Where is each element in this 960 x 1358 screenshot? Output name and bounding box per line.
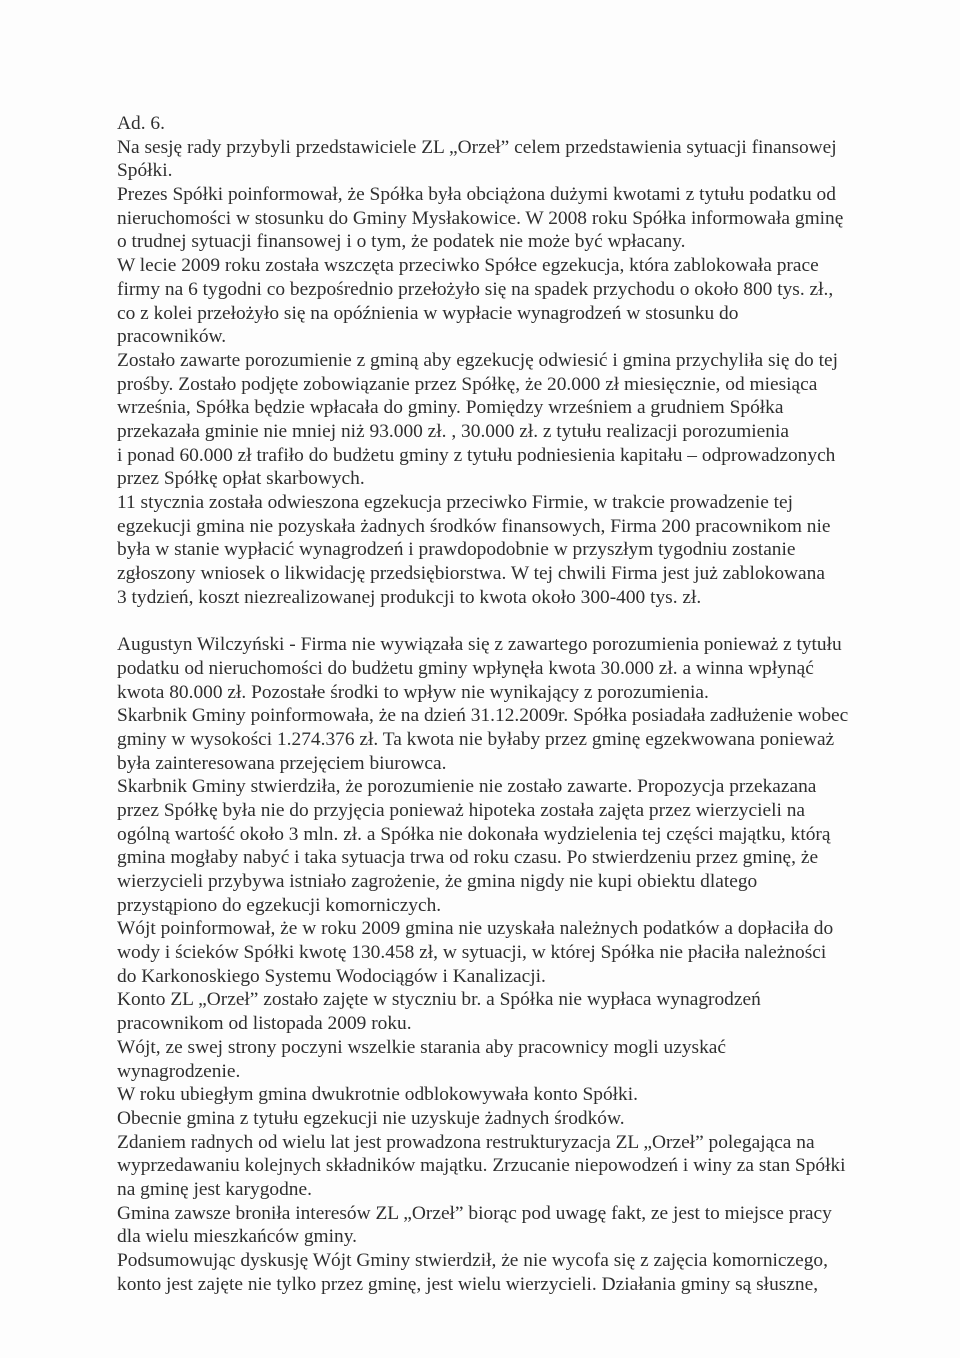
- paragraph-block-2: [117, 633, 857, 1296]
- text-line: nieruchomości w stosunku do Gminy Mysłakowice. W 2008 roku Spółka informowała gminę: [117, 207, 844, 229]
- text-line: wierzycieli przybywa istniało zagrożenie, że gmina nigdy nie kupi obiektu dlatego: [117, 871, 758, 892]
- text-line: Wójt, ze swej strony poczyni wszelkie starania aby pracownicy mogli uzyskać: [117, 1036, 726, 1058]
- text-line: przez Spółkę była nie do przyjęcia ponieważ hipoteka została zajęta przez wierzycieli na: [117, 799, 806, 821]
- text-line: co z kolei przełożyło się na opóźnienia w wypłacie wynagrodzeń w stosunku do: [117, 302, 739, 324]
- text-line: wyprzedawaniu kolejnych składników majątku. Zrzucanie niepowodzeń i winy za stan Spółki: [117, 1155, 846, 1177]
- text-line: Ad. 6.: [117, 113, 165, 134]
- text-line: ogólną wartość około 3 mln. zł. a Spółka nie dokonała wydzielenia tej części majątku, którą: [117, 823, 831, 845]
- text-line: podatku od nieruchomości do budżetu gminy wpłynęła kwota 30.000 zł. a winna wpłynąć: [117, 657, 814, 679]
- paragraph-gap: [117, 609, 857, 633]
- text-line: firmy na 6 tygodni co bezpośrednio przełożyło się na spadek przychodu o około 800 tys. zł.,: [117, 278, 834, 300]
- paragraph-block-1: [117, 112, 857, 609]
- text-line: Wójt poinformował, że w roku 2009 gmina nie uzyskała należnych podatków a dopłaciła do: [117, 918, 834, 940]
- text-line: prośby. Zostało podjęte zobowiązanie przez Spółkę, że 20.000 zł miesięcznie, od miesiąca: [117, 373, 818, 395]
- text-line: zgłoszony wniosek o likwidację przedsiębiorstwa. W tej chwili Firma jest już zablokowana: [117, 563, 825, 585]
- document-text: [117, 112, 857, 1296]
- text-line: i ponad 60.000 zł trafiło do budżetu gminy z tytułu podniesienia kapitału – odprowadzonych: [117, 444, 836, 466]
- text-line: Obecnie gmina z tytułu egzekucji nie uzyskuje żadnych środków.: [117, 1107, 625, 1129]
- text-line: Prezes Spółki poinformował, że Spółka była obciążona dużymi kwotami z tytułu podatku od: [117, 184, 836, 206]
- text-line: egzekucji gmina nie pozyskała żadnych środków finansowych, Firma 200 pracownikom nie: [117, 515, 831, 537]
- text-line: W lecie 2009 roku została wszczęta przeciwko Spółce egzekucja, która zablokowała prace: [117, 255, 819, 277]
- text-line: Zostało zawarte porozumienie z gminą aby egzekucję odwiesić i gmina przychyliła się do tej: [117, 349, 838, 371]
- text-line: Skarbnik Gminy poinformowała, że na dzień 31.12.2009r. Spółka posiadała zadłużenie wobec: [117, 705, 849, 727]
- text-line: gmina mogłaby nabyć i taka sytuacja trwa od roku czasu. Po stwierdzeniu przez gminę, że: [117, 847, 819, 869]
- text-line: września, Spółka będzie wpłacała do gminy. Pomiędzy wrześniem a grudniem Spółka: [117, 397, 784, 419]
- text-line: 3 tydzień, koszt niezrealizowanej produkcji to kwota około 300-400 tys. zł.: [117, 586, 702, 608]
- text-line: Augustyn Wilczyński - Firma nie wywiązała się z zawartego porozumienia ponieważ z tytułu: [117, 634, 842, 656]
- text-line: W roku ubiegłym gmina dwukrotnie odblokowywała konto Spółki.: [117, 1084, 638, 1106]
- text-line: pracowników.: [117, 326, 227, 348]
- text-line: konto jest zajęte nie tylko przez gminę, jest wielu wierzycieli. Działania gminy są słuszne,: [117, 1273, 819, 1295]
- text-line: pracownikom od listopada 2009 roku.: [117, 1013, 412, 1035]
- text-line: Skarbnik Gminy stwierdziła, że porozumienie nie zostało zawarte. Propozycja przekazana: [117, 776, 817, 798]
- text-line: przekazała gminie nie mniej niż 93.000 zł. , 30.000 zł. z tytułu realizacji porozumienia: [117, 420, 789, 442]
- text-line: przystąpiono do egzekucji komorniczych.: [117, 894, 442, 916]
- text-line: do Karkonoskiego Systemu Wodociągów i Kanalizacji.: [117, 965, 546, 987]
- text-line: Konto ZL „Orzeł” zostało zajęte w styczniu br. a Spółka nie wypłaca wynagrodzeń: [117, 989, 761, 1011]
- text-line: dla wielu mieszkańców gminy.: [117, 1226, 357, 1248]
- text-line: Podsumowując dyskusję Wójt Gminy stwierdził, że nie wycofa się z zajęcia komorniczego,: [117, 1250, 828, 1271]
- text-line: była w stanie wypłacić wynagrodzeń i prawdopodobnie w przyszłym tygodniu zostanie: [117, 539, 796, 561]
- text-line: na gminę jest karygodne.: [117, 1178, 312, 1200]
- text-line: Gmina zawsze broniła interesów ZL „Orzeł” biorąc pod uwagę fakt, ze jest to miejsce pracy: [117, 1202, 832, 1224]
- text-line: była zainteresowana przejęciem biurowca.: [117, 752, 447, 774]
- text-line: przez Spółkę opłat skarbowych.: [117, 468, 365, 490]
- text-line: Zdaniem radnych od wielu lat jest prowadzona restrukturyzacja ZL „Orzeł” polegająca na: [117, 1131, 815, 1153]
- text-line: Spółki.: [117, 160, 173, 182]
- text-line: 11 stycznia została odwieszona egzekucja przeciwko Firmie, w trakcie prowadzenie tej: [117, 492, 794, 513]
- text-line: gminy w wysokości 1.274.376 zł. Ta kwota nie byłaby przez gminę egzekwowana ponieważ: [117, 728, 835, 750]
- text-line: kwota 80.000 zł. Pozostałe środki to wpływ nie wynikający z porozumienia.: [117, 681, 709, 703]
- text-line: o trudnej sytuacji finansowej i o tym, że podatek nie może być wpłacany.: [117, 231, 686, 253]
- text-line: Na sesję rady przybyli przedstawiciele ZL „Orzeł” celem przedstawienia sytuacji finansowej: [117, 136, 837, 158]
- text-line: wody i ścieków Spółki kwotę 130.458 zł, w sytuacji, w której Spółka nie płaciła należności: [117, 942, 827, 964]
- text-line: wynagrodzenie.: [117, 1060, 241, 1082]
